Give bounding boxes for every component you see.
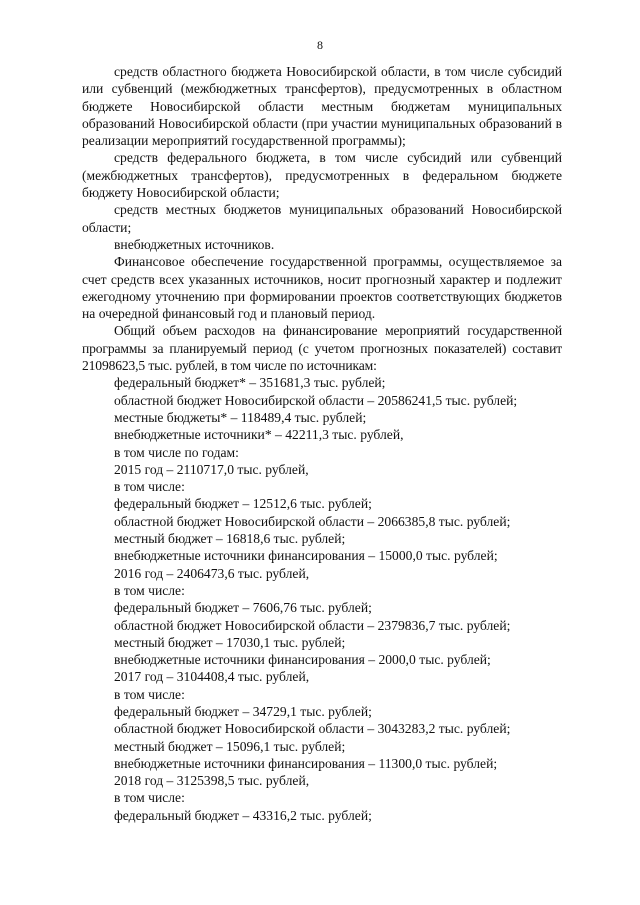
line-2017-including: в том числе: xyxy=(114,686,185,702)
line-2015-total: 2015 год – 2110717,0 тыс. рублей, xyxy=(114,461,309,477)
line-2015-local: местный бюджет – 16818,6 тыс. рублей; xyxy=(114,531,346,547)
paragraph-extrabudgetary: внебюджетных источников. xyxy=(114,236,275,252)
line-2018-including: в том числе: xyxy=(114,790,185,806)
paragraph-local-budgets: средств местных бюджетов муниципальных образований Новосибирской области; xyxy=(82,202,562,235)
page-body xyxy=(82,63,562,824)
line-total-regional: областной бюджет Новосибирской области – 20586241,5 тыс. рублей; xyxy=(114,392,518,408)
paragraph-regional-budget: средств областного бюджета Новосибирской области, в том числе субсидий или субвенций (межбюджетных трансфертов), предусмотренных в областном бюджете Новосибирской области местным бюджетам муниципальных образований Новосибирской области (при участии муниципальных образований в реализации мероприятий государственной программы); xyxy=(82,64,562,149)
line-total-federal: федеральный бюджет* – 351681,3 тыс. рублей; xyxy=(114,375,386,391)
line-2015-extrabudgetary: внебюджетные источники финансирования – 15000,0 тыс. рублей; xyxy=(114,548,498,564)
line-2016-local: местный бюджет – 17030,1 тыс. рублей; xyxy=(114,634,346,650)
line-2016-total: 2016 год – 2406473,6 тыс. рублей, xyxy=(114,565,310,581)
line-2016-including: в том числе: xyxy=(114,582,185,598)
paragraph-financing-note: Финансовое обеспечение государственной программы, осуществляемое за счет средств всех указанных источников, носит прогнозный характер и подлежит ежегодному уточнению при формировании проектов соответствующих бюджетов на очередной финансовый год и плановый период. xyxy=(82,254,562,322)
line-2017-federal: федеральный бюджет – 34729,1 тыс. рублей; xyxy=(114,703,372,719)
line-2015-federal: федеральный бюджет – 12512,6 тыс. рублей; xyxy=(114,496,372,512)
line-2017-local: местный бюджет – 15096,1 тыс. рублей; xyxy=(114,738,346,754)
line-2017-regional: областной бюджет Новосибирской области – 3043283,2 тыс. рублей; xyxy=(114,721,511,737)
line-total-extrabudgetary: внебюджетные источники* – 42211,3 тыс. рублей, xyxy=(114,427,404,443)
line-2016-regional: областной бюджет Новосибирской области – 2379836,7 тыс. рублей; xyxy=(114,617,511,633)
line-2017-extrabudgetary: внебюджетные источники финансирования – 11300,0 тыс. рублей; xyxy=(114,755,498,771)
line-2015-including: в том числе: xyxy=(114,479,185,495)
line-2018-total: 2018 год – 3125398,5 тыс. рублей, xyxy=(114,773,310,789)
line-2016-extrabudgetary: внебюджетные источники финансирования – 2000,0 тыс. рублей; xyxy=(114,652,491,668)
line-2017-total: 2017 год – 3104408,4 тыс. рублей, xyxy=(114,669,310,685)
line-total-local: местные бюджеты* – 118489,4 тыс. рублей; xyxy=(114,409,367,425)
line-2016-federal: федеральный бюджет – 7606,76 тыс. рублей; xyxy=(114,600,372,616)
line-2018-federal: федеральный бюджет – 43316,2 тыс. рублей; xyxy=(114,807,372,823)
line-2015-regional: областной бюджет Новосибирской области – 2066385,8 тыс. рублей; xyxy=(114,513,511,529)
line-by-years: в том числе по годам: xyxy=(114,444,239,460)
paragraph-federal-budget: средств федерального бюджета, в том числе субсидий или субвенций (межбюджетных трансфертов), предусмотренных в федеральном бюджете бюджету Новосибирской области; xyxy=(82,150,562,201)
page-number: 8 xyxy=(317,38,323,52)
paragraph-total-volume: Общий объем расходов на финансирование мероприятий государственной программы за планируемый период (с учетом прогнозных показателей) составит 21098623,5 тыс. рублей, в том числе по источникам: xyxy=(82,323,562,374)
